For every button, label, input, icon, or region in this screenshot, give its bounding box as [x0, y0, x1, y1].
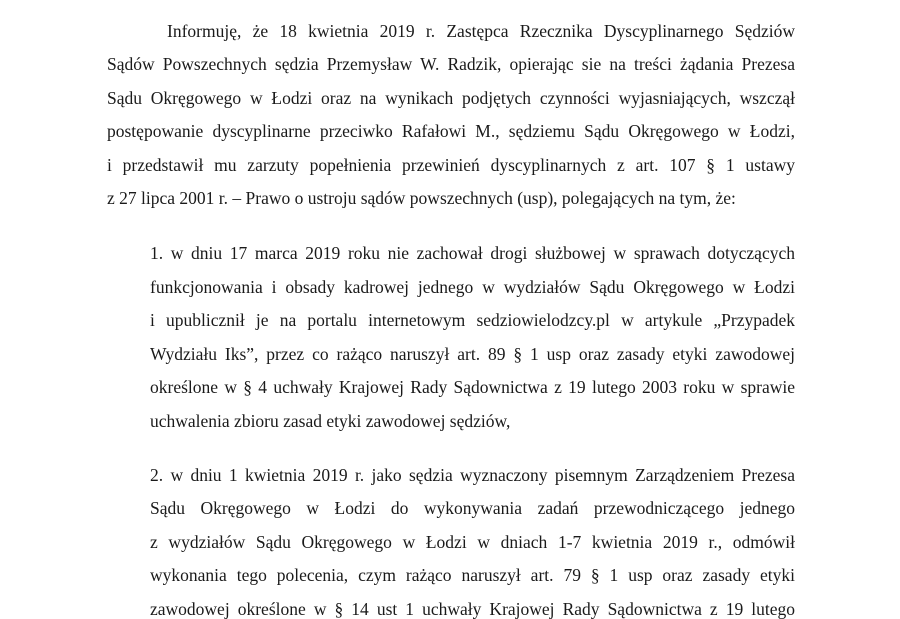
charge-line: Sądu Okręgowego w Łodzi do wykonywania zadań przewodniczącego jednego	[150, 498, 795, 518]
intro-line: Informuję, że 18 kwietnia 2019 r. Zastępca Rzecznika Dyscyplinarnego Sędziów	[167, 21, 795, 41]
intro-line: Sądu Okręgowego w Łodzi oraz na wynikach podjętych czynności wyjasniających, wszczął	[107, 88, 795, 108]
intro-line: z 27 lipca 2001 r. – Prawo o ustroju sądów powszechnych (usp), polegających na tym, że:	[107, 188, 736, 208]
charge-line: Wydziału Iks”, przez co rażąco naruszył art. 89 § 1 usp oraz zasady etyki zawodowej	[150, 344, 795, 364]
charge-line: określone w § 4 uchwały Krajowej Rady Sądownictwa z 19 lutego 2003 roku w sprawie	[150, 377, 795, 397]
charge-line: funkcjonowania i obsady kadrowej jednego w wydziałów Sądu Okręgowego w Łodzi	[150, 277, 795, 297]
intro-line: Sądów Powszechnych sędzia Przemysław W. Radzik, opierając sie na treści żądania Prezesa	[107, 54, 795, 74]
charge-line: i upublicznił je na portalu internetowym sedziowielodzcy.pl w artykule „Przypadek	[150, 310, 795, 330]
charge-line: 2. w dniu 1 kwietnia 2019 r. jako sędzia wyznaczony pisemnym Zarządzeniem Prezesa	[150, 465, 795, 485]
charge-line: zawodowej określone w § 14 ust 1 uchwały Krajowej Rady Sądownictwa z 19 lutego	[150, 599, 795, 619]
charge-line: uchwalenia zbioru zasad etyki zawodowej sędziów,	[150, 411, 511, 431]
charge-line: wykonania tego polecenia, czym rażąco naruszył art. 79 § 1 usp oraz zasady etyki	[150, 565, 795, 585]
charge-line: 1. w dniu 17 marca 2019 roku nie zachował drogi służbowej w sprawach dotyczących	[150, 243, 795, 263]
charge-line: z wydziałów Sądu Okręgowego w Łodzi w dniach 1-7 kwietnia 2019 r., odmówił	[150, 532, 795, 552]
intro-line: i przedstawił mu zarzuty popełnienia przewinień dyscyplinarnych z art. 107 § 1 ustawy	[107, 155, 795, 175]
intro-line: postępowanie dyscyplinarne przeciwko Rafałowi M., sędziemu Sądu Okręgowego w Łodzi,	[107, 121, 795, 141]
